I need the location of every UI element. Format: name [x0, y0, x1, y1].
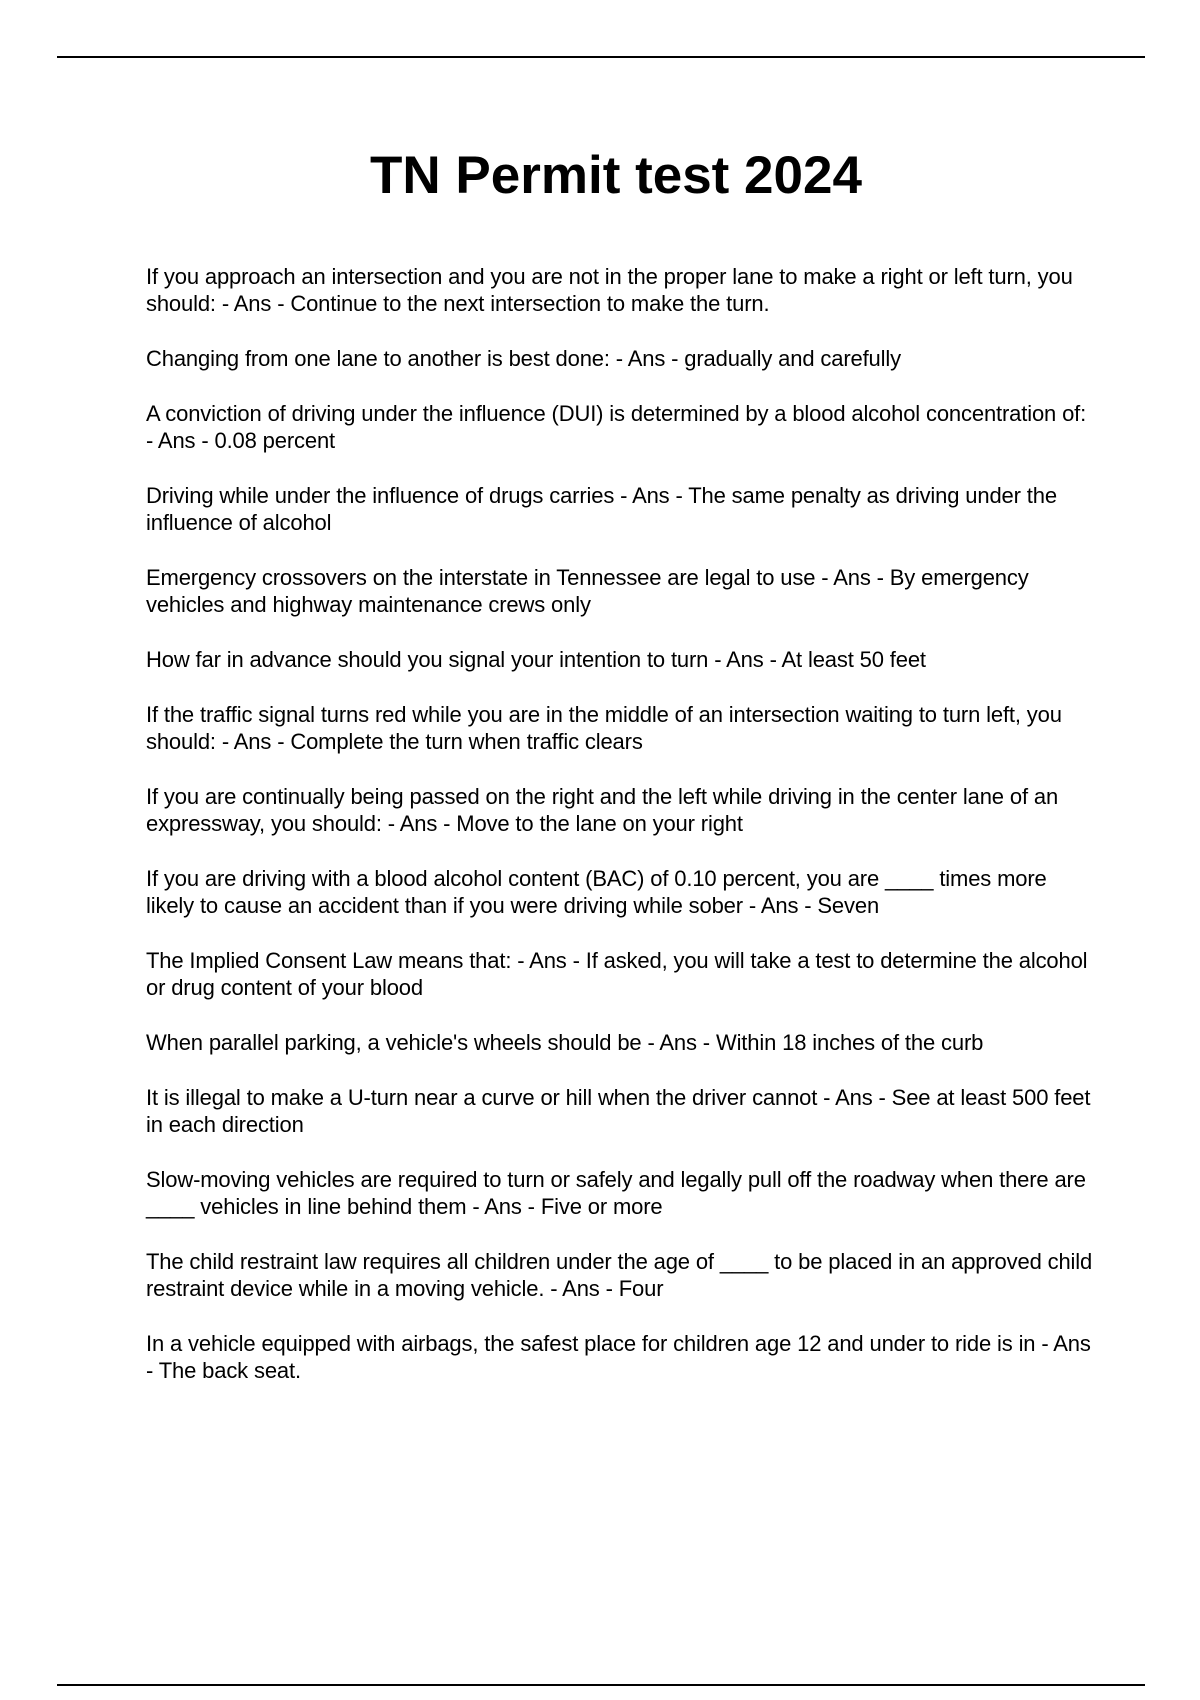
- qa-item-11: When parallel parking, a vehicle's wheels should be - Ans - Within 18 inches of the curb: [146, 1030, 984, 1055]
- qa-item-10: The Implied Consent Law means that: - Ans - If asked, you will take a test to determine the alcohol or drug content of your blood: [146, 948, 1088, 1000]
- qa-item-7: If the traffic signal turns red while you are in the middle of an intersection waiting to turn left, you should: - Ans - Complete the turn when traffic clears: [146, 702, 1062, 754]
- qa-item-13: Slow-moving vehicles are required to turn or safely and legally pull off the roadway when there are ____ vehicles in line behind them - Ans - Five or more: [146, 1167, 1086, 1219]
- qa-item-8: If you are continually being passed on the right and the left while driving in the center lane of an expressway, you should: - Ans - Move to the lane on your right: [146, 784, 1059, 836]
- qa-item-9: If you are driving with a blood alcohol content (BAC) of 0.10 percent, you are ____ times more likely to cause an accident than if you were driving while sober - Ans - Seven: [146, 866, 1047, 918]
- qa-item-3: A conviction of driving under the influence (DUI) is determined by a blood alcohol concentration of: - Ans - 0.08 percent: [146, 401, 1087, 453]
- qa-item-12: It is illegal to make a U-turn near a curve or hill when the driver cannot - Ans - See at least 500 feet in each direction: [146, 1085, 1091, 1137]
- bottom-rule: [57, 1684, 1145, 1686]
- qa-item-2: Changing from one lane to another is best done: - Ans - gradually and carefully: [146, 346, 901, 371]
- page-title: TN Permit test 2024: [370, 146, 862, 205]
- qa-item-15: In a vehicle equipped with airbags, the safest place for children age 12 and under to ride is in - Ans - The back seat.: [146, 1331, 1091, 1383]
- top-rule: [57, 56, 1145, 58]
- qa-item-14: The child restraint law requires all children under the age of ____ to be placed in an approved child restraint device while in a moving vehicle. - Ans - Four: [146, 1249, 1093, 1301]
- qa-item-6: How far in advance should you signal your intention to turn - Ans - At least 50 feet: [146, 647, 926, 672]
- qa-item-4: Driving while under the influence of drugs carries - Ans - The same penalty as driving under the influence of alcohol: [146, 483, 1057, 535]
- qa-item-1: If you approach an intersection and you are not in the proper lane to make a right or left turn, you should: - Ans - Continue to the next intersection to make the turn.: [146, 264, 1073, 316]
- qa-item-5: Emergency crossovers on the interstate in Tennessee are legal to use - Ans - By emergency vehicles and highway maintenance crews only: [146, 565, 1029, 617]
- question-answer-list: [146, 263, 1096, 1412]
